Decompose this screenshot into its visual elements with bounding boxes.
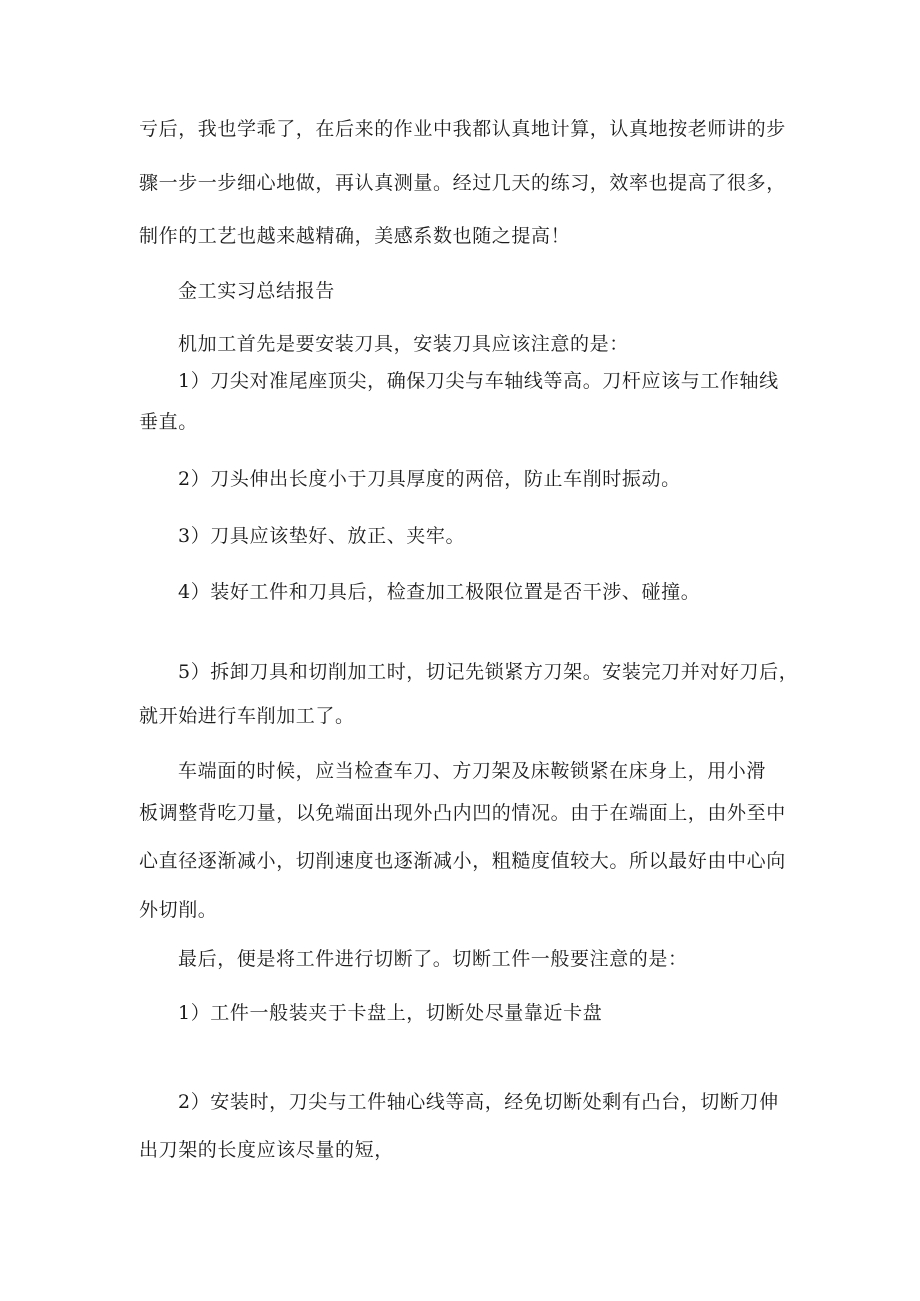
list-item-5: 5）拆卸刀具和切削加工时，切记先锁紧方刀架。安装完刀并对好刀后， <box>178 661 799 683</box>
list-item-1: 1）工件一般装夹于卡盘上，切断处尽量靠近卡盘 <box>178 1002 603 1024</box>
paragraph-line: 最后，便是将工件进行切断了。切断工件一般要注意的是： <box>178 948 688 970</box>
text-line: 出刀架的长度应该尽量的短， <box>139 1139 394 1161</box>
text-line: 板调整背吃刀量，以免端面出现外凸内凹的情况。由于在端面上，由外至中 <box>139 802 786 824</box>
text-line: 外切削。 <box>139 899 218 921</box>
list-item-1: 1）刀尖对准尾座顶尖，确保刀尖与车轴线等高。刀杆应该与工作轴线 <box>178 370 779 392</box>
text-line: 亏后，我也学乖了，在后来的作业中我都认真地计算，认真地按老师讲的步 <box>139 118 786 140</box>
list-item-3: 3）刀具应该垫好、放正、夹牢。 <box>178 525 466 547</box>
text-line: 制作的工艺也越来越精确，美感系数也随之提高！ <box>139 225 571 247</box>
section-heading: 金工实习总结报告 <box>178 280 335 302</box>
text-line: 机加工首先是要安装刀具，安装刀具应该注意的是： <box>178 333 629 355</box>
list-item-4: 4）装好工件和刀具后，检查加工极限位置是否干涉、碰撞。 <box>178 581 701 603</box>
text-line: 垂直。 <box>139 411 198 433</box>
list-item-2: 2）刀头伸出长度小于刀具厚度的两倍，防止车削时振动。 <box>178 468 681 490</box>
text-line: 心直径逐渐减小，切削速度也逐渐减小，粗糙度值较大。所以最好由中心向 <box>139 850 786 872</box>
paragraph-line: 车端面的时候，应当检查车刀、方刀架及床鞍锁紧在床身上，用小滑 <box>178 760 767 782</box>
list-item-2: 2）安装时，刀尖与工件轴心线等高，经免切断处剩有凸台，切断刀伸 <box>178 1091 779 1113</box>
text-line: 就开始进行车削加工了。 <box>139 705 355 727</box>
text-line: 骤一步一步细心地做，再认真测量。经过几天的练习，效率也提高了很多， <box>139 172 786 194</box>
